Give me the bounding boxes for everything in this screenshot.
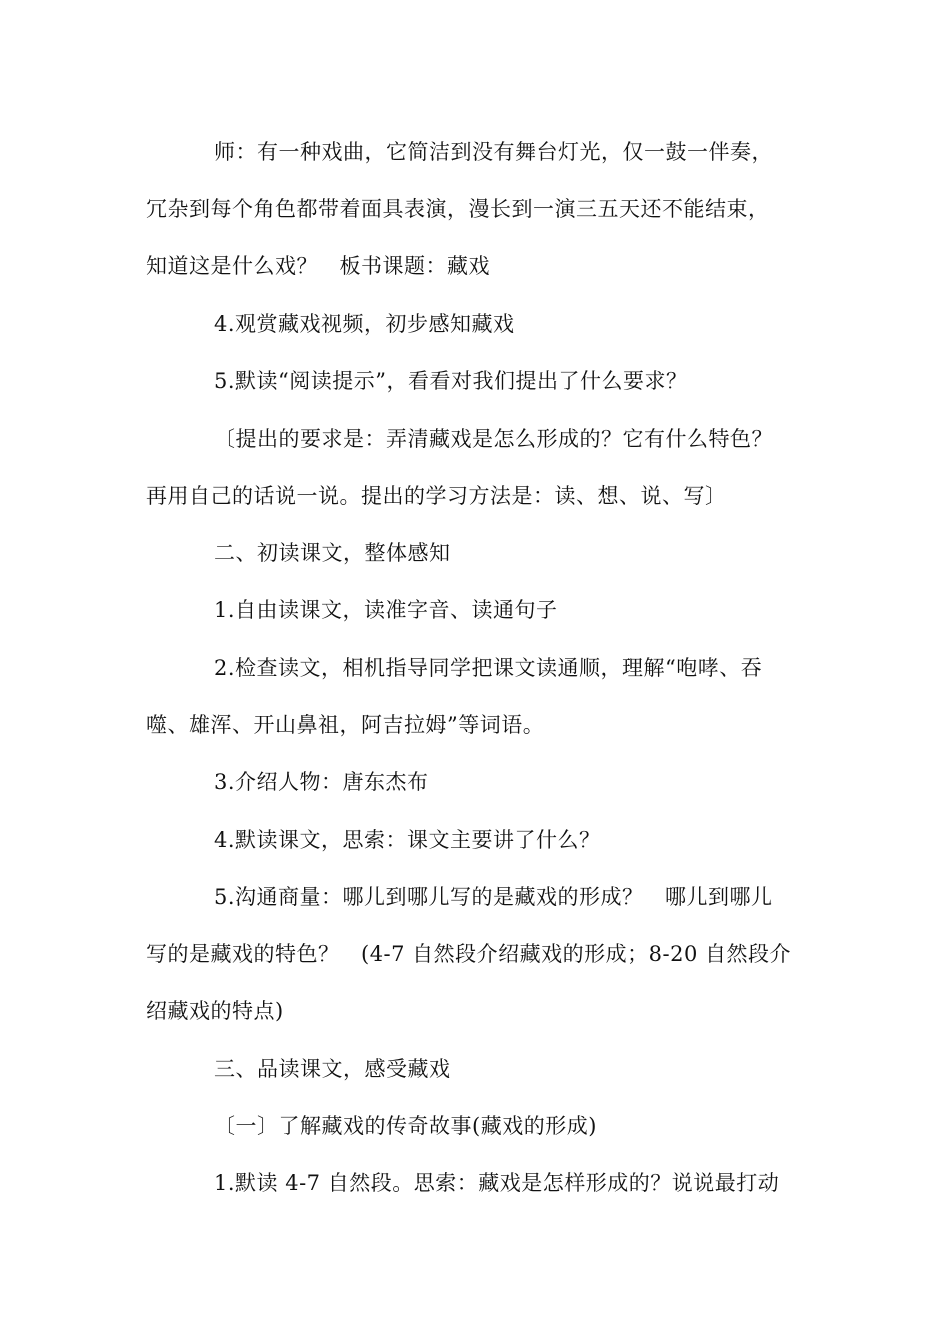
text-line: 再用自己的话说一说。提出的学习方法是：读、想、说、写〕 — [146, 484, 727, 508]
text-line: 写的是藏戏的特色？ (4-7 自然段介绍藏戏的形成；8-20 自然段介 — [146, 942, 792, 966]
text-line: 噬、雄浑、开山鼻祖，阿吉拉姆”等词语。 — [146, 713, 545, 737]
section-heading: 三、品读课文，感受藏戏 — [214, 1057, 451, 1081]
text-line: 师：有一种戏曲，它简洁到没有舞台灯光，仅一鼓一伴奏， — [214, 140, 773, 164]
text-line: 1.自由读课文，读准字音、读通句子 — [214, 598, 558, 622]
section-heading: 二、初读课文，整体感知 — [214, 541, 451, 565]
text-line: 绍藏戏的特点) — [146, 999, 284, 1023]
text-line: 5.沟通商量：哪儿到哪儿写的是藏戏的形成？ 哪儿到哪儿 — [214, 885, 773, 909]
text-line: 2.检查读文，相机指导同学把课文读通顺，理解“咆哮、吞 — [214, 656, 763, 680]
text-line: 1.默读 4-7 自然段。思索：藏戏是怎样形成的？说说最打动 — [214, 1171, 780, 1195]
text-line: 〔提出的要求是：弄清藏戏是怎么形成的？它有什么特色？ — [214, 427, 773, 451]
text-line: 3.介绍人物：唐东杰布 — [214, 770, 429, 794]
text-line: 4.默读课文，思索：课文主要讲了什么？ — [214, 828, 601, 852]
subsection-heading: 〔一〕了解藏戏的传奇故事(藏戏的形成) — [214, 1114, 597, 1138]
text-line: 5.默读“阅读提示”，看看对我们提出了什么要求？ — [214, 369, 688, 393]
text-line: 4.观赏藏戏视频，初步感知藏戏 — [214, 312, 515, 336]
text-line: 知道这是什么戏？ 板书课题：藏戏 — [146, 254, 490, 278]
text-line: 冗杂到每个角色都带着面具表演，漫长到一演三五天还不能结束， — [146, 197, 770, 221]
